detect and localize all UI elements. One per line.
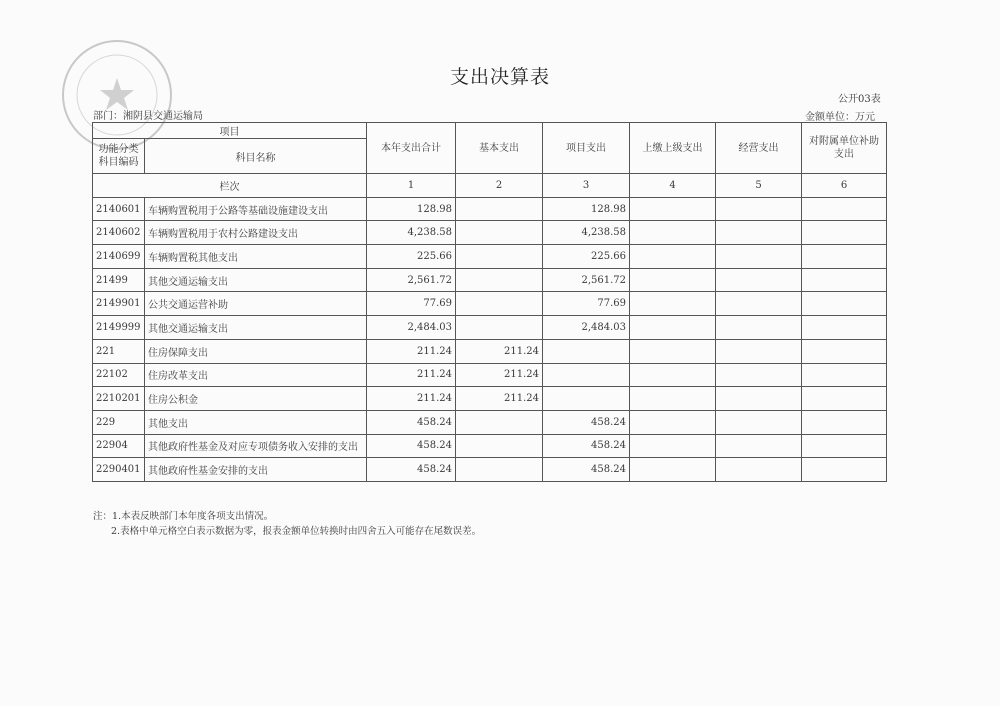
cell-subsidy [802,458,887,482]
cell-total: 225.66 [367,245,456,269]
cell-name: 住房公积金 [145,387,367,411]
col-header-3: 项目支出 [543,123,630,174]
cell-total: 128.98 [367,197,456,221]
cell-basic [456,434,543,458]
cell-project [543,363,630,387]
cell-basic: 211.24 [456,363,543,387]
cell-business [716,387,802,411]
cell-business [716,245,802,269]
cell-total: 4,238.58 [367,221,456,245]
col-number-5: 5 [716,174,802,198]
cell-subsidy [802,268,887,292]
table-row [93,221,887,245]
cell-subsidy [802,339,887,363]
cell-basic [456,410,543,434]
cell-name: 其他交通运输支出 [145,268,367,292]
cell-code: 2149901 [93,292,145,316]
cell-name: 其他支出 [145,410,367,434]
footnote-1: 注：1.本表反映部门本年度各项支出情况。 [93,511,274,522]
code-header: 功能分类科目编码 [93,139,145,174]
cell-basic [456,221,543,245]
cell-subsidy [802,221,887,245]
cell-project: 458.24 [543,458,630,482]
footnote-2: 2.表格中单元格空白表示数据为零，报表金额单位转换时由四舍五入可能存在尾数误差。 [111,526,482,537]
table-row [93,387,887,411]
cell-name: 住房保障支出 [145,339,367,363]
cell-upper [630,387,716,411]
cell-business [716,458,802,482]
footnotes [93,509,481,539]
cell-subsidy [802,197,887,221]
cell-total: 211.24 [367,339,456,363]
cell-total: 77.69 [367,292,456,316]
cell-code: 2290401 [93,458,145,482]
cell-project: 128.98 [543,197,630,221]
cell-project [543,387,630,411]
cell-project [543,339,630,363]
col-header-4: 上缴上级支出 [630,123,716,174]
col-number-3: 3 [543,174,630,198]
project-header: 项目 [93,123,367,139]
table-row [93,197,887,221]
cell-project: 225.66 [543,245,630,269]
cell-upper [630,268,716,292]
cell-basic [456,458,543,482]
col-number-2: 2 [456,174,543,198]
col-header-1: 本年支出合计 [367,123,456,174]
table-row [93,458,887,482]
cell-subsidy [802,292,887,316]
cell-business [716,339,802,363]
col-number-6: 6 [802,174,887,198]
col-header-2: 基本支出 [456,123,543,174]
table-row [93,268,887,292]
col-header-6: 对附属单位补助支出 [802,123,887,174]
table-row [93,363,887,387]
cell-code: 22904 [93,434,145,458]
cell-code: 229 [93,410,145,434]
col-number-1: 1 [367,174,456,198]
table-row [93,434,887,458]
cell-code: 221 [93,339,145,363]
page-title: 支出决算表 [449,66,550,88]
cell-basic [456,197,543,221]
cell-basic: 211.24 [456,387,543,411]
cell-upper [630,221,716,245]
cell-name: 公共交通运营补助 [145,292,367,316]
cell-total: 2,484.03 [367,316,456,340]
cell-upper [630,410,716,434]
department-label: 部门：湘阴县交通运输局 [93,111,203,122]
cell-total: 211.24 [367,387,456,411]
cell-subsidy [802,245,887,269]
cell-project: 2,561.72 [543,268,630,292]
cell-project: 458.24 [543,434,630,458]
table-row [93,292,887,316]
cell-subsidy [802,410,887,434]
table-row [93,410,887,434]
cell-upper [630,363,716,387]
cell-upper [630,434,716,458]
table-row [93,245,887,269]
cell-code: 21499 [93,268,145,292]
cell-code: 2140699 [93,245,145,269]
form-code: 公开03表 [838,94,881,105]
cell-basic [456,268,543,292]
cell-business [716,434,802,458]
cell-subsidy [802,316,887,340]
cell-name: 其他政府性基金安排的支出 [145,458,367,482]
cell-total: 458.24 [367,410,456,434]
cell-name: 其他政府性基金及对应专项债务收入安排的支出 [145,434,367,458]
amount-unit-label: 金额单位：万元 [805,112,875,123]
cell-name: 车辆购置税用于公路等基础设施建设支出 [145,197,367,221]
cell-name: 车辆购置税用于农村公路建设支出 [145,221,367,245]
cell-upper [630,245,716,269]
cell-code: 2140602 [93,221,145,245]
cell-basic: 211.24 [456,339,543,363]
row-label: 栏次 [93,174,367,198]
table-row [93,316,887,340]
cell-project: 2,484.03 [543,316,630,340]
cell-code: 22102 [93,363,145,387]
cell-code: 2140601 [93,197,145,221]
cell-basic [456,245,543,269]
cell-project: 4,238.58 [543,221,630,245]
cell-project: 458.24 [543,410,630,434]
cell-name: 其他交通运输支出 [145,316,367,340]
cell-project: 77.69 [543,292,630,316]
cell-business [716,268,802,292]
cell-subsidy [802,363,887,387]
cell-subsidy [802,434,887,458]
cell-total: 211.24 [367,363,456,387]
cell-subsidy [802,387,887,411]
col-number-4: 4 [630,174,716,198]
cell-upper [630,316,716,340]
table-row [93,339,887,363]
cell-code: 2210201 [93,387,145,411]
expenditure-table [92,122,887,482]
cell-business [716,197,802,221]
cell-upper [630,197,716,221]
cell-basic [456,316,543,340]
cell-business [716,292,802,316]
cell-code: 2149999 [93,316,145,340]
cell-business [716,363,802,387]
cell-upper [630,292,716,316]
cell-total: 458.24 [367,458,456,482]
col-header-5: 经营支出 [716,123,802,174]
cell-name: 车辆购置税其他支出 [145,245,367,269]
cell-total: 2,561.72 [367,268,456,292]
cell-business [716,410,802,434]
cell-business [716,221,802,245]
cell-name: 住房改革支出 [145,363,367,387]
name-header: 科目名称 [145,139,367,174]
cell-total: 458.24 [367,434,456,458]
cell-business [716,316,802,340]
cell-upper [630,339,716,363]
cell-basic [456,292,543,316]
cell-upper [630,458,716,482]
